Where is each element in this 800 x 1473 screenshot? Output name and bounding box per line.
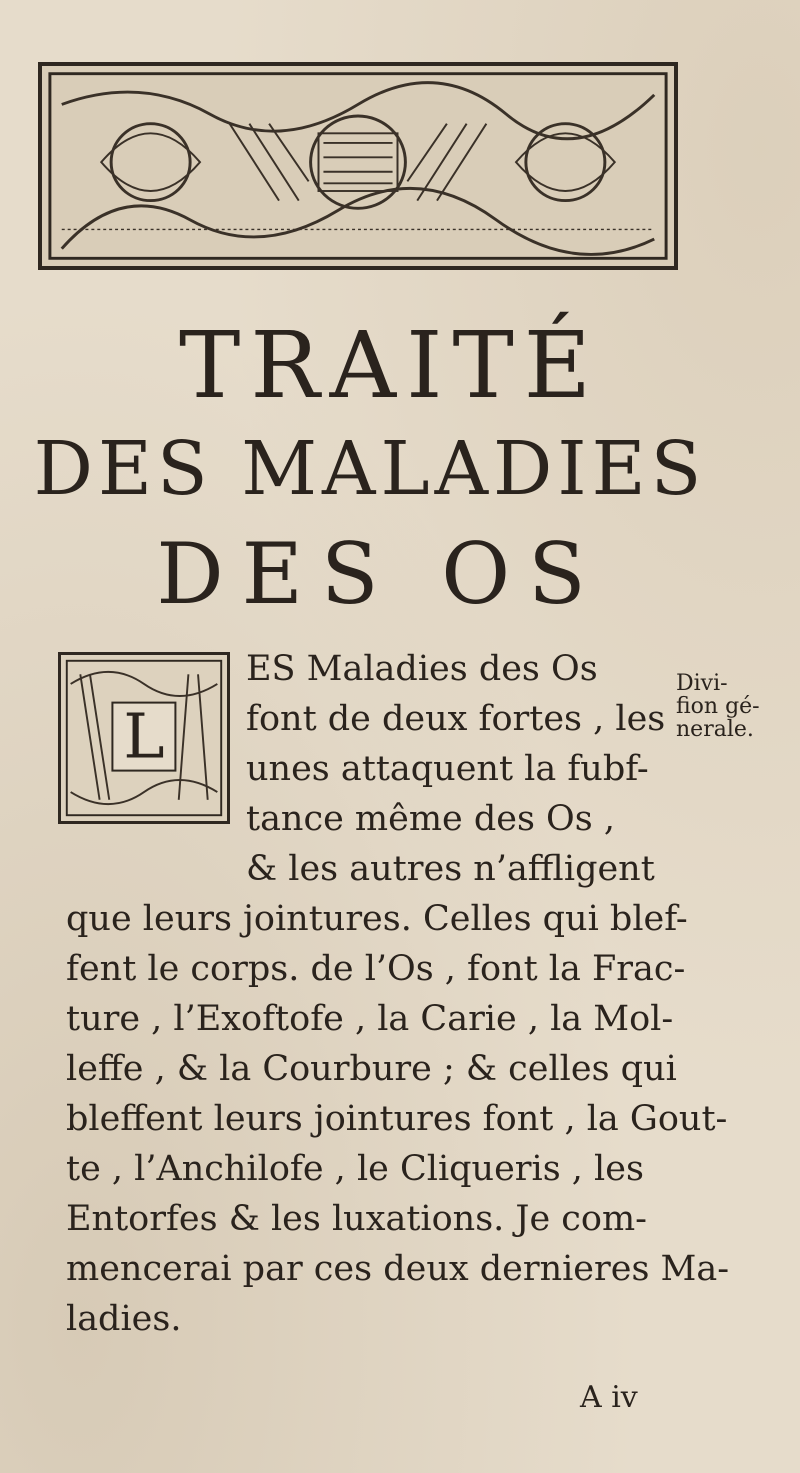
text-line: & les autres n’affligent — [246, 849, 655, 889]
text-line: ES Maladies des Os — [246, 649, 598, 689]
signature-mark: A iv — [580, 1380, 638, 1415]
text-line: tance même des Os , — [246, 799, 615, 839]
text-line: leffe , & la Courbure ; & celles qui — [66, 1049, 677, 1089]
text-line: te , l’Anchilofe , le Cliqueris , les — [66, 1149, 644, 1189]
text-line: fent le corps. de l’Os , font la Frac- — [66, 949, 686, 989]
text-line: bleffent leurs jointures font , la Gout- — [66, 1099, 728, 1139]
text-line: font de deux fortes , les — [246, 699, 666, 739]
text-line: Entorfes & les luxations. Je com- — [66, 1199, 647, 1239]
title-line-1: TRAITÉ — [179, 312, 601, 419]
text-line: que leurs jointures. Celles qui blef- — [66, 899, 688, 939]
marginal-note-line: fion gé- — [676, 694, 760, 720]
marginal-note-line: nerale. — [676, 717, 754, 743]
text-line: mencerai par ces deux dernieres Ma- — [66, 1249, 730, 1289]
text-line: ladies. — [66, 1299, 182, 1339]
text-line: ture , l’Exoftofe , la Carie , la Mol- — [66, 999, 674, 1039]
decorated-initial — [58, 652, 230, 824]
title-line-2: DES MALADIES — [33, 426, 707, 512]
marginal-note-line: Divi- — [676, 671, 728, 696]
ornamental-headpiece — [38, 62, 678, 270]
marginal-note — [676, 672, 796, 741]
text-line: unes attaquent la fubf- — [246, 749, 649, 789]
title-line-3: DES OS — [156, 525, 604, 623]
drop-cap-letter: L — [111, 702, 176, 772]
